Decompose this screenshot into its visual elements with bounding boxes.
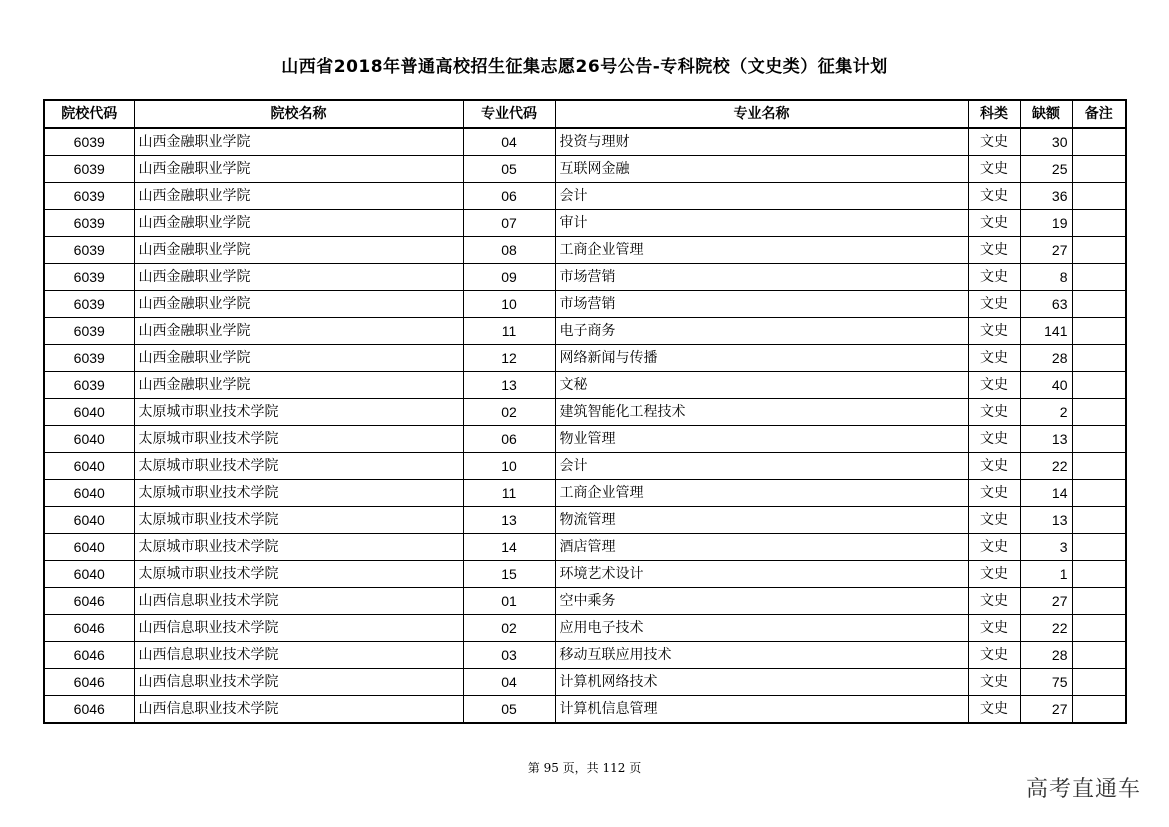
cell-school-name: 山西信息职业技术学院 [134, 669, 463, 696]
cell-school-code: 6039 [44, 318, 134, 345]
cell-major-code: 02 [463, 399, 555, 426]
table-row [44, 615, 1126, 642]
cell-major-code: 08 [463, 237, 555, 264]
cell-category: 文史 [968, 669, 1020, 696]
cell-major-name: 建筑智能化工程技术 [555, 399, 968, 426]
cell-school-code: 6040 [44, 534, 134, 561]
cell-major-name: 审计 [555, 210, 968, 237]
cell-remarks [1072, 128, 1126, 156]
cell-major-name: 文秘 [555, 372, 968, 399]
cell-quota: 19 [1020, 210, 1072, 237]
cell-school-code: 6040 [44, 507, 134, 534]
cell-major-name: 空中乘务 [555, 588, 968, 615]
cell-remarks [1072, 642, 1126, 669]
cell-major-name: 应用电子技术 [555, 615, 968, 642]
cell-school-name: 山西金融职业学院 [134, 237, 463, 264]
table-row [44, 318, 1126, 345]
cell-major-code: 11 [463, 480, 555, 507]
cell-quota: 13 [1020, 426, 1072, 453]
header-school-name: 院校名称 [134, 100, 463, 128]
header-remarks: 备注 [1072, 100, 1126, 128]
cell-major-name: 电子商务 [555, 318, 968, 345]
cell-school-code: 6039 [44, 291, 134, 318]
cell-major-name: 互联网金融 [555, 156, 968, 183]
cell-school-code: 6046 [44, 642, 134, 669]
cell-category: 文史 [968, 399, 1020, 426]
cell-category: 文史 [968, 426, 1020, 453]
cell-quota: 1 [1020, 561, 1072, 588]
cell-category: 文史 [968, 156, 1020, 183]
cell-school-name: 山西金融职业学院 [134, 372, 463, 399]
cell-school-code: 6039 [44, 210, 134, 237]
cell-category: 文史 [968, 345, 1020, 372]
cell-school-name: 山西金融职业学院 [134, 183, 463, 210]
table-row [44, 237, 1126, 264]
cell-school-name: 山西金融职业学院 [134, 264, 463, 291]
cell-remarks [1072, 345, 1126, 372]
cell-category: 文史 [968, 507, 1020, 534]
cell-remarks [1072, 669, 1126, 696]
cell-remarks [1072, 561, 1126, 588]
cell-major-code: 05 [463, 156, 555, 183]
header-category: 科类 [968, 100, 1020, 128]
cell-major-name: 网络新闻与传播 [555, 345, 968, 372]
cell-major-code: 11 [463, 318, 555, 345]
cell-school-name: 太原城市职业技术学院 [134, 399, 463, 426]
cell-school-name: 太原城市职业技术学院 [134, 507, 463, 534]
cell-major-code: 13 [463, 372, 555, 399]
cell-quota: 3 [1020, 534, 1072, 561]
table-body [44, 128, 1126, 723]
cell-remarks [1072, 507, 1126, 534]
cell-major-code: 07 [463, 210, 555, 237]
table-row [44, 453, 1126, 480]
header-school-code: 院校代码 [44, 100, 134, 128]
cell-major-code: 05 [463, 696, 555, 724]
cell-school-name: 山西金融职业学院 [134, 291, 463, 318]
cell-school-code: 6040 [44, 561, 134, 588]
cell-major-name: 投资与理财 [555, 128, 968, 156]
cell-major-code: 13 [463, 507, 555, 534]
watermark-logo-text: 高考直通车 [1025, 777, 1141, 802]
cell-category: 文史 [968, 615, 1020, 642]
document-title: 山西省2018年普通高校招生征集志愿26号公告-专科院校（文史类）征集计划 [281, 57, 888, 77]
cell-category: 文史 [968, 561, 1020, 588]
cell-remarks [1072, 426, 1126, 453]
cell-school-name: 山西金融职业学院 [134, 156, 463, 183]
cell-major-code: 10 [463, 453, 555, 480]
cell-quota: 36 [1020, 183, 1072, 210]
cell-major-name: 会计 [555, 183, 968, 210]
cell-remarks [1072, 156, 1126, 183]
cell-quota: 27 [1020, 588, 1072, 615]
cell-major-name: 环境艺术设计 [555, 561, 968, 588]
cell-major-code: 14 [463, 534, 555, 561]
cell-remarks [1072, 183, 1126, 210]
cell-major-code: 15 [463, 561, 555, 588]
cell-remarks [1072, 399, 1126, 426]
cell-quota: 22 [1020, 615, 1072, 642]
cell-remarks [1072, 696, 1126, 724]
table-row [44, 642, 1126, 669]
cell-school-code: 6046 [44, 696, 134, 724]
cell-category: 文史 [968, 372, 1020, 399]
cell-category: 文史 [968, 128, 1020, 156]
cell-remarks [1072, 210, 1126, 237]
cell-major-code: 12 [463, 345, 555, 372]
cell-school-name: 山西金融职业学院 [134, 318, 463, 345]
cell-major-code: 04 [463, 669, 555, 696]
cell-major-code: 01 [463, 588, 555, 615]
cell-school-name: 太原城市职业技术学院 [134, 534, 463, 561]
cell-school-code: 6039 [44, 372, 134, 399]
cell-quota: 25 [1020, 156, 1072, 183]
cell-category: 文史 [968, 696, 1020, 724]
header-major-code: 专业代码 [463, 100, 555, 128]
table-row [44, 588, 1126, 615]
cell-quota: 40 [1020, 372, 1072, 399]
table-row [44, 372, 1126, 399]
cell-remarks [1072, 264, 1126, 291]
table-row [44, 696, 1126, 724]
cell-school-code: 6046 [44, 669, 134, 696]
cell-category: 文史 [968, 480, 1020, 507]
cell-category: 文史 [968, 183, 1020, 210]
table-header-row [44, 100, 1126, 128]
cell-quota: 14 [1020, 480, 1072, 507]
cell-quota: 22 [1020, 453, 1072, 480]
cell-quota: 75 [1020, 669, 1072, 696]
cell-school-name: 山西信息职业技术学院 [134, 642, 463, 669]
cell-category: 文史 [968, 291, 1020, 318]
cell-school-name: 太原城市职业技术学院 [134, 453, 463, 480]
cell-school-code: 6040 [44, 480, 134, 507]
cell-remarks [1072, 480, 1126, 507]
cell-category: 文史 [968, 588, 1020, 615]
cell-school-name: 山西信息职业技术学院 [134, 696, 463, 724]
table-row [44, 669, 1126, 696]
table-row [44, 507, 1126, 534]
cell-school-name: 太原城市职业技术学院 [134, 480, 463, 507]
cell-school-code: 6040 [44, 426, 134, 453]
cell-school-name: 山西信息职业技术学院 [134, 588, 463, 615]
cell-major-name: 市场营销 [555, 264, 968, 291]
header-major-name: 专业名称 [555, 100, 968, 128]
cell-quota: 141 [1020, 318, 1072, 345]
cell-remarks [1072, 291, 1126, 318]
cell-school-code: 6046 [44, 615, 134, 642]
cell-remarks [1072, 453, 1126, 480]
table-row [44, 426, 1126, 453]
table-row [44, 480, 1126, 507]
cell-major-code: 03 [463, 642, 555, 669]
cell-remarks [1072, 615, 1126, 642]
cell-major-code: 10 [463, 291, 555, 318]
cell-major-name: 物业管理 [555, 426, 968, 453]
cell-category: 文史 [968, 210, 1020, 237]
cell-school-name: 山西信息职业技术学院 [134, 615, 463, 642]
cell-school-code: 6046 [44, 588, 134, 615]
cell-school-code: 6039 [44, 237, 134, 264]
cell-major-name: 物流管理 [555, 507, 968, 534]
table-row [44, 183, 1126, 210]
cell-quota: 8 [1020, 264, 1072, 291]
cell-school-code: 6039 [44, 156, 134, 183]
cell-remarks [1072, 318, 1126, 345]
cell-school-code: 6039 [44, 264, 134, 291]
cell-major-code: 04 [463, 128, 555, 156]
cell-major-code: 06 [463, 183, 555, 210]
cell-major-code: 02 [463, 615, 555, 642]
table-row [44, 534, 1126, 561]
cell-school-code: 6040 [44, 399, 134, 426]
cell-major-name: 移动互联应用技术 [555, 642, 968, 669]
enrollment-plan-table [43, 99, 1127, 724]
cell-school-name: 太原城市职业技术学院 [134, 561, 463, 588]
cell-quota: 27 [1020, 696, 1072, 724]
cell-major-code: 09 [463, 264, 555, 291]
cell-category: 文史 [968, 237, 1020, 264]
cell-category: 文史 [968, 534, 1020, 561]
cell-school-code: 6039 [44, 183, 134, 210]
cell-category: 文史 [968, 453, 1020, 480]
page-footer: 第 95 页，共 112 页 [527, 761, 642, 775]
cell-category: 文史 [968, 264, 1020, 291]
cell-major-name: 计算机网络技术 [555, 669, 968, 696]
cell-school-name: 太原城市职业技术学院 [134, 426, 463, 453]
cell-school-code: 6039 [44, 128, 134, 156]
table-row [44, 128, 1126, 156]
cell-quota: 2 [1020, 399, 1072, 426]
cell-category: 文史 [968, 318, 1020, 345]
cell-major-name: 市场营销 [555, 291, 968, 318]
table-row [44, 264, 1126, 291]
cell-school-name: 山西金融职业学院 [134, 128, 463, 156]
cell-major-name: 工商企业管理 [555, 480, 968, 507]
cell-major-name: 工商企业管理 [555, 237, 968, 264]
cell-remarks [1072, 534, 1126, 561]
cell-major-name: 计算机信息管理 [555, 696, 968, 724]
table-row [44, 561, 1126, 588]
table-row [44, 345, 1126, 372]
table-row [44, 399, 1126, 426]
table-row [44, 156, 1126, 183]
cell-major-code: 06 [463, 426, 555, 453]
cell-major-name: 酒店管理 [555, 534, 968, 561]
cell-quota: 27 [1020, 237, 1072, 264]
cell-school-code: 6040 [44, 453, 134, 480]
cell-quota: 30 [1020, 128, 1072, 156]
table-row [44, 291, 1126, 318]
cell-school-name: 山西金融职业学院 [134, 210, 463, 237]
cell-major-name: 会计 [555, 453, 968, 480]
table-row [44, 210, 1126, 237]
cell-quota: 63 [1020, 291, 1072, 318]
cell-school-name: 山西金融职业学院 [134, 345, 463, 372]
cell-remarks [1072, 588, 1126, 615]
cell-quota: 13 [1020, 507, 1072, 534]
header-quota: 缺额 [1020, 100, 1072, 128]
cell-remarks [1072, 237, 1126, 264]
cell-quota: 28 [1020, 345, 1072, 372]
cell-remarks [1072, 372, 1126, 399]
cell-school-code: 6039 [44, 345, 134, 372]
cell-quota: 28 [1020, 642, 1072, 669]
cell-category: 文史 [968, 642, 1020, 669]
